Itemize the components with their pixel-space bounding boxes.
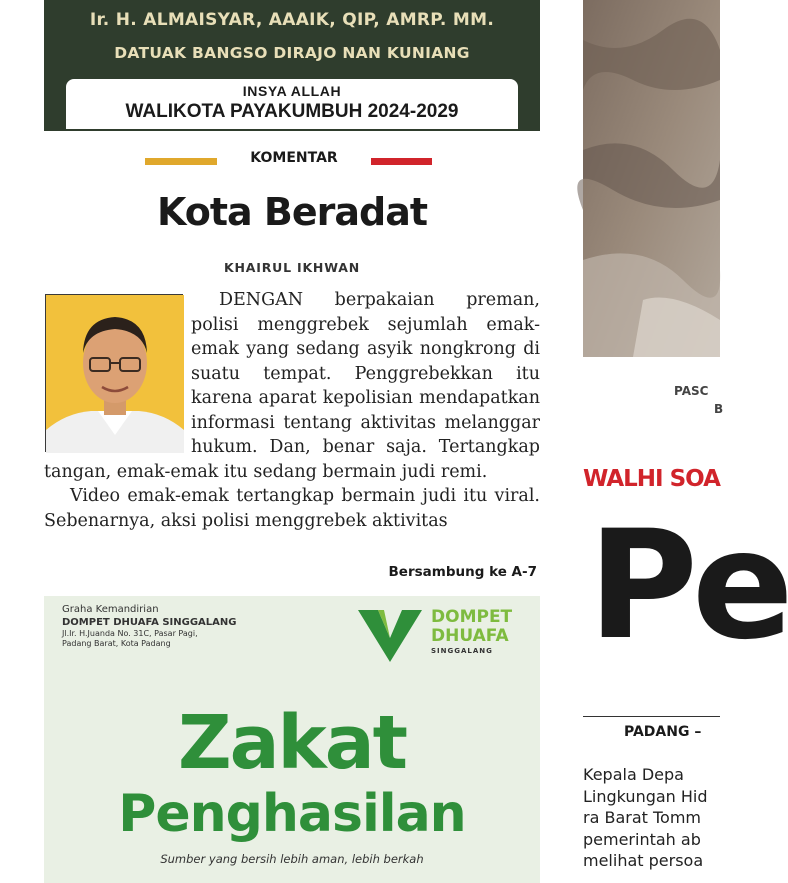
ad-address: Padang Barat, Kota Padang	[62, 639, 171, 648]
banner-insya-allah: INSYA ALLAH	[242, 83, 342, 99]
article-body	[44, 288, 540, 533]
kicker-headline: WALHI SOA	[583, 466, 720, 492]
ad-org-name: DOMPET DHUAFA SINGGALANG	[62, 617, 237, 628]
text-line: Kepala Depa	[583, 765, 684, 784]
news-photo	[583, 0, 720, 357]
text-line: melihat persoa	[583, 851, 704, 870]
article-author: KHAIRUL IKHWAN	[224, 260, 360, 275]
section-bar-left	[145, 158, 217, 165]
ad-title-zakat: Zakat	[177, 700, 407, 786]
dompet-dhuafa-logo-icon	[354, 604, 426, 664]
banner-title-line: DATUAK BANGSO DIRAJO NAN KUNIANG	[114, 44, 470, 62]
text-line: Lingkungan Hid	[583, 786, 708, 806]
continued-link[interactable]: Bersambung ke A-7	[388, 564, 537, 580]
main-headline: Pe	[588, 499, 788, 673]
right-article-body	[583, 764, 720, 872]
article-paragraph: Video emak-emak tertangkap bermain judi itu viral. Sebenarnya, aksi polisi menggrebek aktivitas	[44, 486, 540, 531]
ad-address: Jl.Ir. H.Juanda No. 31C, Pasar Pagi,	[62, 629, 198, 638]
article-headline: Kota Beradat	[156, 190, 428, 234]
ad-tagline: Sumber yang bersih lebih aman, lebih berkah	[160, 852, 424, 866]
ad-organization	[62, 604, 236, 649]
campaign-banner	[44, 0, 540, 131]
photo-caption: PASC	[674, 384, 709, 398]
ad-org-small: Graha Kemandirian	[62, 604, 159, 615]
banner-name-line: Ir. H. ALMAISYAR, AAAIK, QIP, AMRP. MM.	[89, 10, 495, 30]
mudslide-photo-image	[583, 0, 720, 357]
section-header	[145, 150, 432, 172]
divider	[583, 716, 720, 717]
text-line: ra Barat Tomm	[583, 808, 702, 827]
banner-walikota: WALIKOTA PAYAKUMBUH 2024-2029	[125, 101, 459, 122]
banner-slogan-box	[66, 79, 518, 129]
section-bar-right	[371, 158, 432, 165]
dateline: PADANG –	[624, 724, 702, 740]
photo-caption: B	[714, 402, 724, 416]
text-line: pemerintah ab	[583, 829, 701, 849]
section-label: KOMENTAR	[250, 150, 338, 166]
zakat-advertisement	[44, 596, 540, 883]
ad-logo-text: DOMPET DHUAFA SINGGALANG	[431, 607, 513, 655]
article-paragraph: DENGAN berpakaian preman, polisi menggrebek sejumlah emak-emak yang sedang asyik nongkrong di suatu tempat. Penggrebekkan itu karena aparat kepolisian mendapatkan informasi tentang aktivitas melanggar hukum. Dan, benar saja. Tertangkap tangan, emak-emak itu sedang bermain judi remi.	[44, 290, 540, 482]
ad-title-penghasilan: Penghasilan	[118, 784, 466, 844]
